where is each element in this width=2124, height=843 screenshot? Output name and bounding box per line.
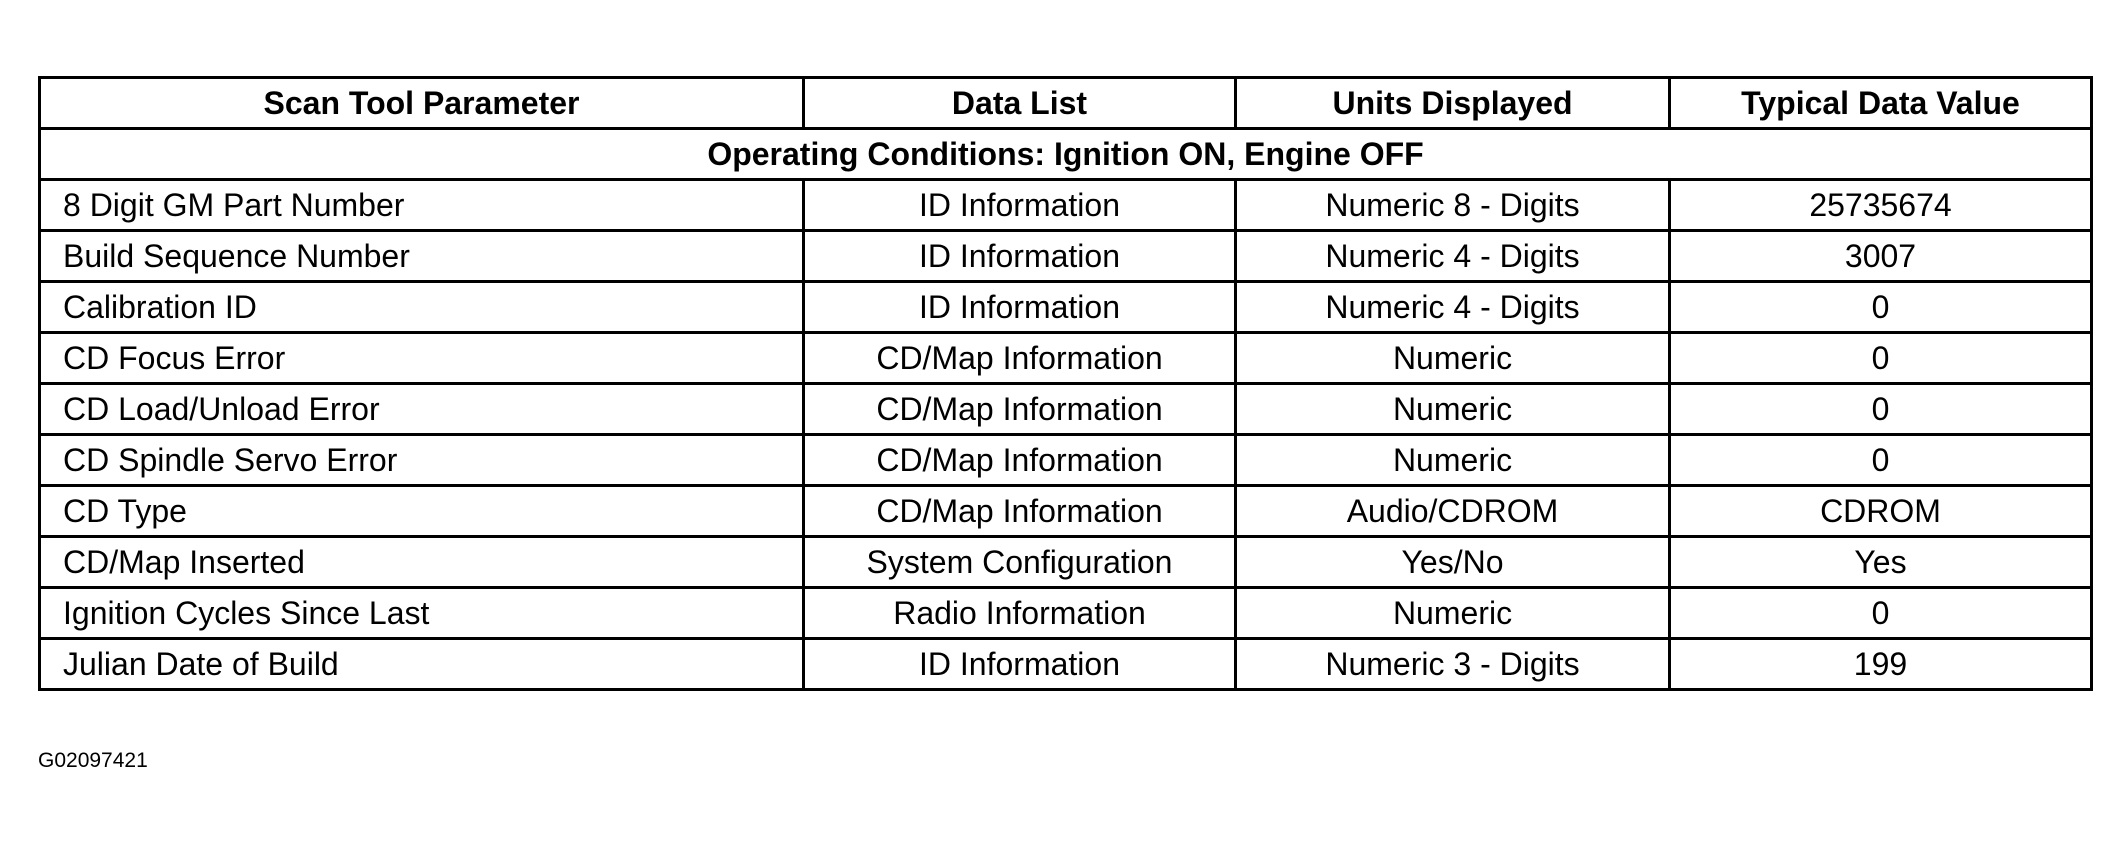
parameter-cell: CD Spindle Servo Error xyxy=(40,435,804,486)
table-row xyxy=(40,537,2092,588)
operating-conditions-label: Operating Conditions: Ignition ON, Engine OFF xyxy=(40,129,2092,180)
data-list-cell: ID Information xyxy=(804,639,1236,690)
header-scan-tool-parameter: Scan Tool Parameter xyxy=(40,78,804,129)
parameter-cell: CD Focus Error xyxy=(40,333,804,384)
typical-value-cell: 0 xyxy=(1670,435,2092,486)
parameter-cell: Ignition Cycles Since Last xyxy=(40,588,804,639)
units-cell: Numeric 8 - Digits xyxy=(1236,180,1670,231)
typical-value-cell: 25735674 xyxy=(1670,180,2092,231)
table-row xyxy=(40,282,2092,333)
section-row xyxy=(40,129,2092,180)
typical-value-cell: 0 xyxy=(1670,588,2092,639)
header-data-list: Data List xyxy=(804,78,1236,129)
data-list-cell: ID Information xyxy=(804,282,1236,333)
data-list-cell: CD/Map Information xyxy=(804,384,1236,435)
typical-value-cell: 0 xyxy=(1670,333,2092,384)
units-cell: Yes/No xyxy=(1236,537,1670,588)
header-units-displayed: Units Displayed xyxy=(1236,78,1670,129)
units-cell: Numeric 3 - Digits xyxy=(1236,639,1670,690)
typical-value-cell: 0 xyxy=(1670,384,2092,435)
table-row xyxy=(40,333,2092,384)
units-cell: Numeric xyxy=(1236,384,1670,435)
parameter-cell: Calibration ID xyxy=(40,282,804,333)
data-list-cell: ID Information xyxy=(804,180,1236,231)
data-list-cell: CD/Map Information xyxy=(804,435,1236,486)
parameter-cell: Julian Date of Build xyxy=(40,639,804,690)
units-cell: Numeric xyxy=(1236,333,1670,384)
header-typical-data-value: Typical Data Value xyxy=(1670,78,2092,129)
data-list-cell: ID Information xyxy=(804,231,1236,282)
table-header-row xyxy=(40,78,2092,129)
table-row xyxy=(40,435,2092,486)
typical-value-cell: CDROM xyxy=(1670,486,2092,537)
parameter-cell: CD/Map Inserted xyxy=(40,537,804,588)
figure-id-label: G02097421 xyxy=(38,749,148,772)
table-row xyxy=(40,384,2092,435)
units-cell: Numeric 4 - Digits xyxy=(1236,282,1670,333)
typical-value-cell: 0 xyxy=(1670,282,2092,333)
data-list-cell: Radio Information xyxy=(804,588,1236,639)
parameter-cell: CD Load/Unload Error xyxy=(40,384,804,435)
data-list-cell: CD/Map Information xyxy=(804,333,1236,384)
units-cell: Audio/CDROM xyxy=(1236,486,1670,537)
data-list-cell: System Configuration xyxy=(804,537,1236,588)
table-row xyxy=(40,231,2092,282)
table-row xyxy=(40,588,2092,639)
units-cell: Numeric xyxy=(1236,588,1670,639)
scan-tool-data-table-container xyxy=(38,76,2090,691)
parameter-cell: 8 Digit GM Part Number xyxy=(40,180,804,231)
table-row xyxy=(40,639,2092,690)
units-cell: Numeric 4 - Digits xyxy=(1236,231,1670,282)
typical-value-cell: 199 xyxy=(1670,639,2092,690)
parameter-cell: CD Type xyxy=(40,486,804,537)
data-list-cell: CD/Map Information xyxy=(804,486,1236,537)
parameter-cell: Build Sequence Number xyxy=(40,231,804,282)
table-row xyxy=(40,486,2092,537)
units-cell: Numeric xyxy=(1236,435,1670,486)
scan-tool-data-table xyxy=(38,76,2093,691)
typical-value-cell: Yes xyxy=(1670,537,2092,588)
typical-value-cell: 3007 xyxy=(1670,231,2092,282)
table-row xyxy=(40,180,2092,231)
